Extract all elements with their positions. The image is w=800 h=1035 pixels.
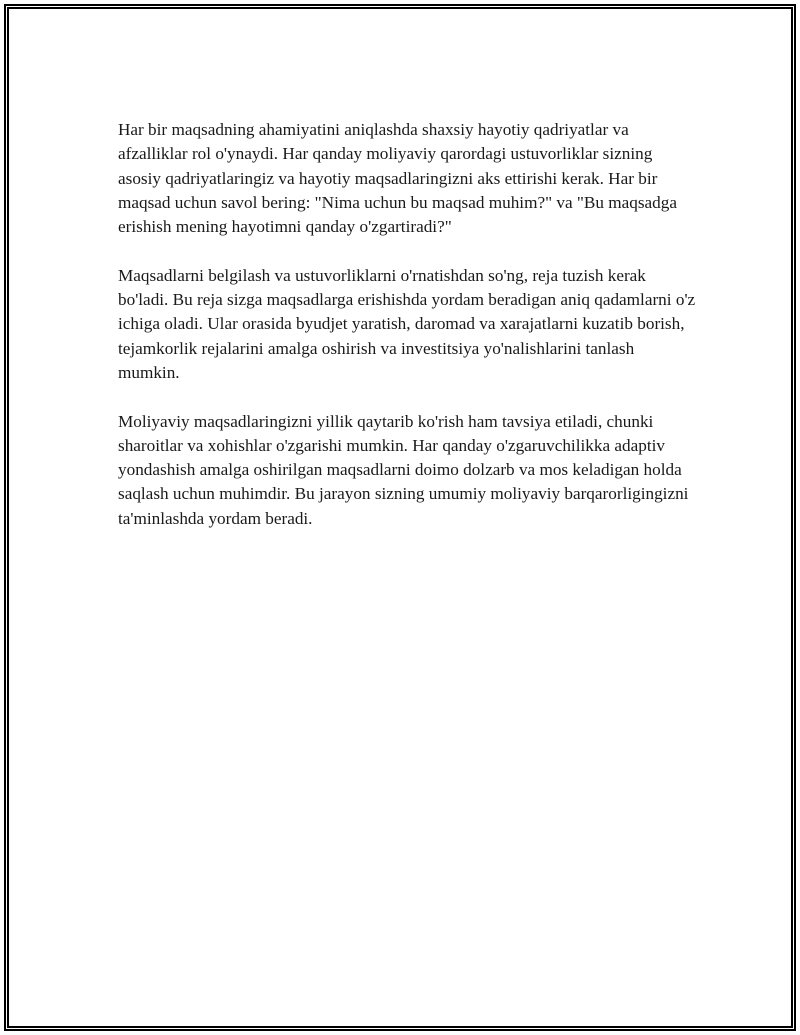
paragraph-2: Maqsadlarni belgilash va ustuvorliklarni o'rnatishdan so'ng, reja tuzish kerak bo'ladi. Bu reja sizga maqsadlarga erishishda yordam beradigan aniq qadamlarni o'z ichiga oladi. Ular orasida byudjet yaratish, daromad va xarajatlarni kuzatib borish, tejamkorlik rejalarini amalga oshirish va investitsiya yo'nalishlarini tanlash mumkin. xyxy=(118,265,696,382)
paragraph-1: Har bir maqsadning ahamiyatini aniqlashda shaxsiy hayotiy qadriyatlar va afzalliklar rol o'ynaydi. Har qanday moliyaviy qarordagi ustuvorliklar sizning asosiy qadriyatlaringiz va hayotiy maqsadlaringizni aks ettirishi kerak. Har bir maqsad uchun savol bering: "Nima uchun bu maqsad muhim?" va "Bu maqsadga erishish mening hayotimni qanday o'zgartiradi?" xyxy=(118,120,677,237)
paragraph-3: Moliyaviy maqsadlaringizni yillik qaytarib ko'rish ham tavsiya etiladi, chunki sharoitlar va xohishlar o'zgarishi mumkin. Har qanday o'zgaruvchilikka adaptiv yondashish amalga oshirilgan maqsadlarni doimo dolzarb va mos keladigan holda saqlash uchun muhimdir. Bu jarayon sizning umumiy moliyaviy barqarorligingizni ta'minlashda yordam beradi. xyxy=(118,411,689,528)
document-body xyxy=(118,118,698,555)
